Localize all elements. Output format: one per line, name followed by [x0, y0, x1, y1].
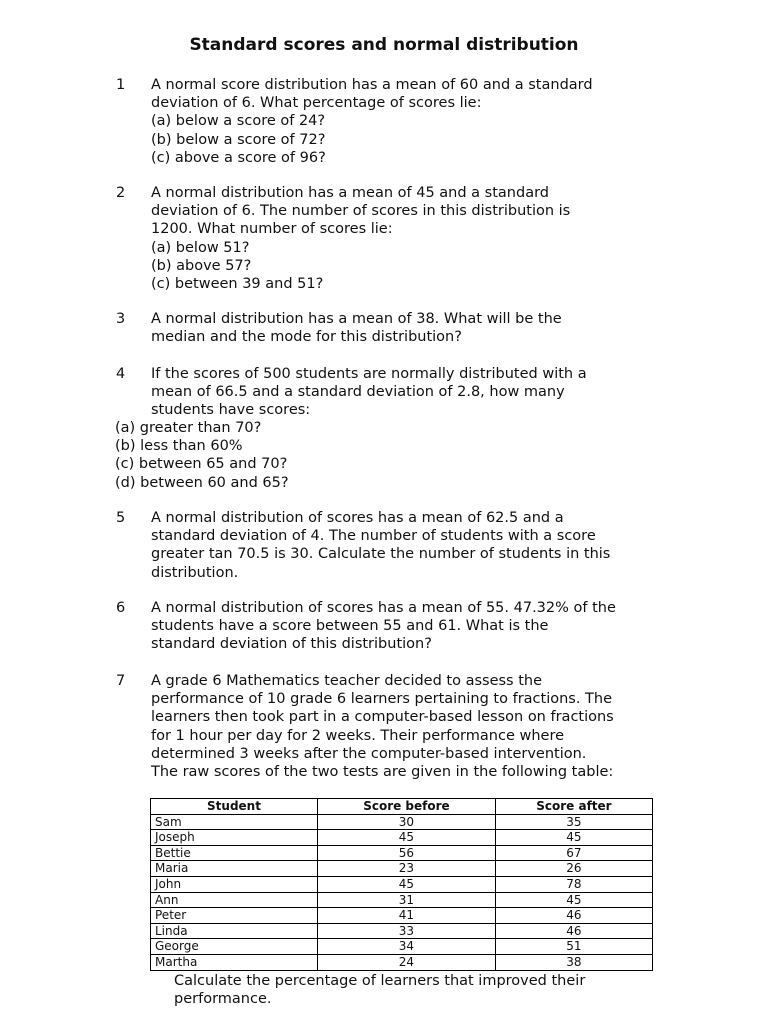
scores-table: [150, 798, 653, 971]
cell-score-before: 23: [318, 861, 496, 877]
cell-score-after: 51: [495, 939, 652, 955]
question-line: A normal distribution of scores has a mean of 62.5 and a: [151, 510, 564, 526]
cell-score-after: 45: [495, 830, 652, 846]
cell-score-after: 67: [495, 845, 652, 861]
cell-score-before: 41: [318, 908, 496, 924]
question-line: deviation of 6. What percentage of scores lie:: [151, 95, 482, 112]
table-header-row: [151, 799, 653, 815]
question-line: (c) above a score of 96?: [151, 149, 326, 166]
cell-score-before: 30: [318, 814, 496, 830]
subpart-line: (a) greater than 70?: [115, 420, 262, 436]
cell-score-after: 78: [495, 876, 652, 892]
question-line: A normal distribution of scores has a mean of 55. 47.32% of the: [151, 600, 616, 616]
cell-student: John: [151, 876, 318, 892]
table-row: [151, 892, 653, 908]
table-row: [151, 830, 653, 846]
table-row: [151, 876, 653, 892]
question-number: 7: [116, 673, 126, 689]
cell-score-before: 24: [318, 954, 496, 970]
question-line: (b) above 57?: [151, 257, 252, 274]
subpart-line: (d) between 60 and 65?: [115, 474, 289, 491]
cell-score-before: 45: [318, 830, 496, 846]
page-title: Standard scores and normal distribution: [189, 35, 579, 55]
header-score-after: Score after: [495, 799, 652, 815]
table-row: [151, 908, 653, 924]
question-line: standard deviation of this distribution?: [151, 636, 432, 653]
cell-student: Martha: [151, 954, 318, 970]
cell-score-after: 38: [495, 954, 652, 970]
table-row: [151, 923, 653, 939]
question-line: learners then took part in a computer-based lesson on fractions: [151, 709, 614, 726]
question-line: The raw scores of the two tests are given in the following table:: [151, 764, 614, 781]
question-number: 2: [116, 185, 126, 201]
question-line: performance of 10 grade 6 learners pertaining to fractions. The: [151, 691, 613, 708]
question-line: (a) below a score of 24?: [151, 113, 326, 130]
cell-student: Linda: [151, 923, 318, 939]
cell-score-before: 31: [318, 892, 496, 908]
cell-score-after: 46: [495, 923, 652, 939]
question-number: 4: [116, 366, 126, 382]
cell-score-after: 26: [495, 861, 652, 877]
subpart-line: (b) less than 60%: [115, 438, 243, 455]
cell-score-after: 45: [495, 892, 652, 908]
question-4-subparts: [115, 419, 289, 492]
question-line: distribution.: [151, 564, 239, 581]
question-line: students have a score between 55 and 61. What is the: [151, 618, 549, 635]
cell-student: Sam: [151, 814, 318, 830]
cell-student: Peter: [151, 908, 318, 924]
header-score-before: Score before: [318, 799, 496, 815]
question-line: mean of 66.5 and a standard deviation of 2.8, how many: [151, 384, 565, 401]
question-line: A normal distribution has a mean of 45 and a standard: [151, 185, 549, 201]
cell-student: Bettie: [151, 845, 318, 861]
question-line: (c) between 39 and 51?: [151, 276, 324, 293]
question-line: deviation of 6. The number of scores in this distribution is: [151, 203, 571, 220]
question-line: If the scores of 500 students are normally distributed with a: [151, 366, 587, 382]
question-line: (a) below 51?: [151, 239, 250, 256]
table-row: [151, 954, 653, 970]
question-line: determined 3 weeks after the computer-based intervention.: [151, 745, 587, 762]
cell-score-before: 56: [318, 845, 496, 861]
question-line: A normal score distribution has a mean of 60 and a standard: [151, 77, 593, 93]
final-instruction: [174, 972, 634, 1008]
subpart-line: (c) between 65 and 70?: [115, 456, 288, 473]
question-line: standard deviation of 4. The number of students with a score: [151, 528, 596, 545]
question-line: students have scores:: [151, 402, 311, 419]
question-line: (b) below a score of 72?: [151, 131, 326, 148]
cell-student: Maria: [151, 861, 318, 877]
question-line: greater tan 70.5 is 30. Calculate the number of students in this: [151, 546, 611, 563]
cell-score-before: 45: [318, 876, 496, 892]
question-number: 3: [116, 311, 126, 327]
cell-score-after: 46: [495, 908, 652, 924]
cell-score-before: 33: [318, 923, 496, 939]
question-line: median and the mode for this distribution?: [151, 329, 462, 346]
question-line: for 1 hour per day for 2 weeks. Their performance where: [151, 727, 565, 744]
question-line: A normal distribution has a mean of 38. What will be the: [151, 311, 562, 327]
final-line: performance.: [174, 991, 272, 1008]
question-number: 1: [116, 77, 126, 93]
table-row: [151, 939, 653, 955]
final-line: Calculate the percentage of learners that improved their: [174, 973, 586, 989]
table-row: [151, 814, 653, 830]
cell-score-after: 35: [495, 814, 652, 830]
table-row: [151, 861, 653, 877]
cell-student: Joseph: [151, 830, 318, 846]
header-student: Student: [151, 799, 318, 815]
question-number: 5: [116, 510, 126, 526]
question-line: 1200. What number of scores lie:: [151, 221, 393, 238]
cell-student: Ann: [151, 892, 318, 908]
cell-score-before: 34: [318, 939, 496, 955]
question-number: 6: [116, 600, 126, 616]
cell-student: George: [151, 939, 318, 955]
question-line: A grade 6 Mathematics teacher decided to assess the: [151, 673, 543, 689]
table-row: [151, 845, 653, 861]
